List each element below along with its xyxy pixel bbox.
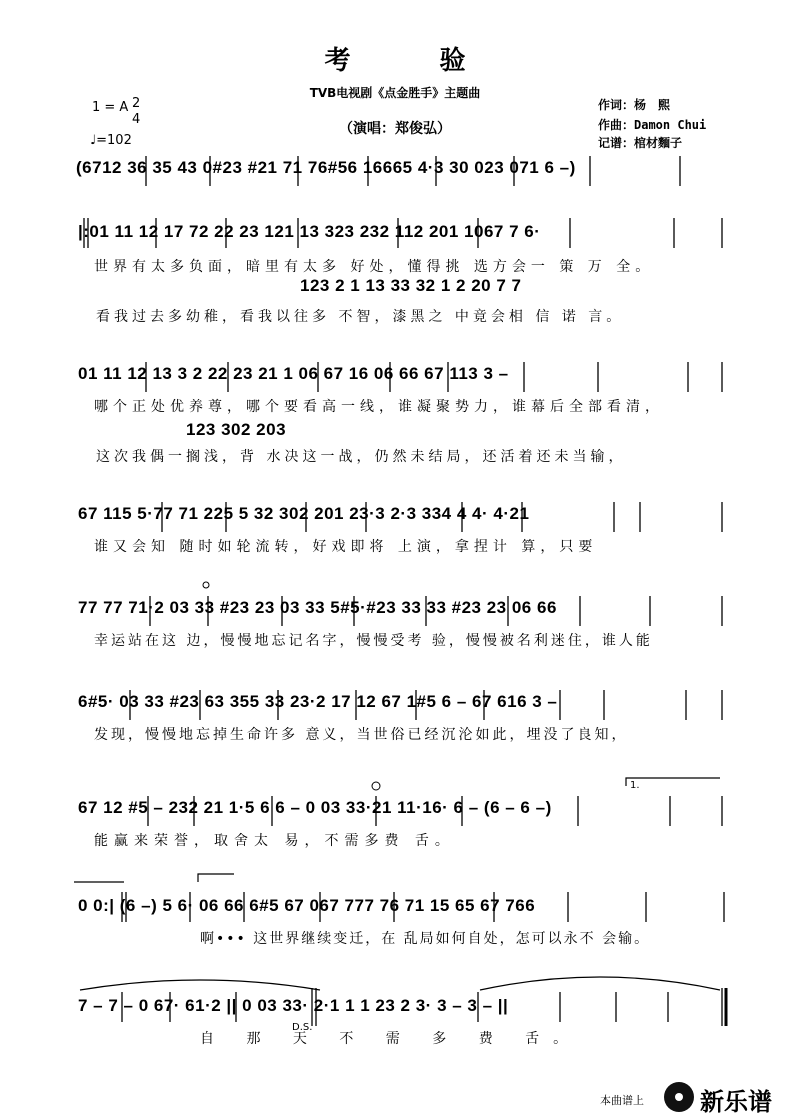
footer-source-text: 本曲谱上 [600, 1094, 644, 1107]
logo-disc-icon [664, 1082, 694, 1112]
composer-credit: 作曲：Damon Chui [598, 118, 707, 132]
transcriber-credit: 记谱：棺材麵子 [598, 136, 683, 150]
score-line-8-notes: 0 0:| (6 –) 5 6· 06 66 6#5 67 067 777 76 71 15 65 67 766 [78, 896, 536, 915]
score-line-2-lyrics-verse1: 世界有太多负面，暗里有太多 好处，懂得挑 选方会一 策 万 全。 [94, 259, 655, 275]
score-line-1-notes: (6712 36 35 43 0#23 #21 71 76#56 16665 4·3 30 023 071 6 –) [76, 158, 576, 177]
score-line-9-notes: 7 – 7 – 0 67· 61·2 || 0 03 33· 2·1 1 1 23 2 3· 3 – 3 – || [78, 996, 509, 1015]
score-line-9-lyrics: 自 那 天 不 需 多 费 舌。 [200, 1031, 582, 1047]
page-title: 考 验 [324, 46, 506, 76]
dal-segno-marker: D.S. [292, 1022, 313, 1033]
tempo-marking: ♩=102 [90, 133, 132, 148]
score-line-6-notes: 6#5· 03 33 #23 63 355 33 23·2 17 12 67 1#5 6 – 67 616 3 – [78, 692, 558, 711]
score-line-2-lyrics-verse2: 看我过去多幼稚，看我以往多 不智，漆黑之 中竟会相 信 诺 言。 [96, 309, 625, 325]
key-signature: 1 = A [92, 100, 129, 115]
time-top: 2 [132, 96, 141, 111]
logo-text: 新乐谱 [700, 1088, 772, 1116]
score-line-6-lyrics: 发现，慢慢地忘掉生命许多 意义，当世俗已经沉沦如此，埋没了良知， [94, 727, 629, 743]
subtitle: TVB电视剧《点金胜手》主题曲 [309, 86, 481, 100]
score-line-2-alt-notes: 123 2 1 13 33 32 1 2 20 7 7 [300, 276, 522, 295]
score-line-5-lyrics: 幸运站在这 边，慢慢地忘记名字，慢慢受考 验，慢慢被名利迷住，谁人能 [94, 633, 653, 649]
lyricist-credit: 作词：杨 熙 [598, 98, 671, 112]
time-bottom: 4 [132, 112, 141, 127]
score-line-3-lyrics-verse2: 这次我偶一搁浅，背 水决这一战，仍然未结局，还活着还未当输， [96, 449, 627, 465]
score-line-5-notes: 77 77 71·2 03 33 #23 23 03 33 5#5·#23 33 33 #23 23 06 66 [78, 598, 557, 617]
score-line-3-notes: 01 11 12 13 3 2 22 23 21 1 06 67 16 06 66 67 113 3 – [78, 364, 509, 383]
score-line-7-volta: 1. [630, 780, 640, 791]
score-line-7-notes: 67 12 #5 – 232 21 1·5 6 6 – 0 03 33·21 11·16· 6 – (6 – 6 –) [78, 798, 552, 817]
score-line-3-lyrics-verse1: 哪个正处优养尊，哪个要看高一线，谁凝聚势力，谁幕后全部看清， [94, 399, 664, 415]
score-line-2-notes: |:01 11 12 17 72 22 23 121 13 323 232 112 201 1067 7 6· [78, 222, 541, 241]
score-line-4-lyrics: 谁又会知 随时如轮流转，好戏即将 上演，拿捏计 算，只要 [94, 539, 598, 555]
score-line-8-lyrics: 啊••• 这世界继续变迁，在 乱局如何自处，怎可以永不 会输。 [200, 931, 651, 947]
singer: （演唱：郑俊弘） [339, 121, 451, 137]
score-line-4-notes: 67 115 5·77 71 225 5 32 302 201 23·3 2·3 334 4 4· 4·21 [78, 504, 530, 523]
score-line-3-alt-notes: 123 302 203 [186, 420, 287, 439]
score-line-7-lyrics: 能赢来荣誉，取舍太 易，不需多费 舌。 [94, 833, 455, 849]
